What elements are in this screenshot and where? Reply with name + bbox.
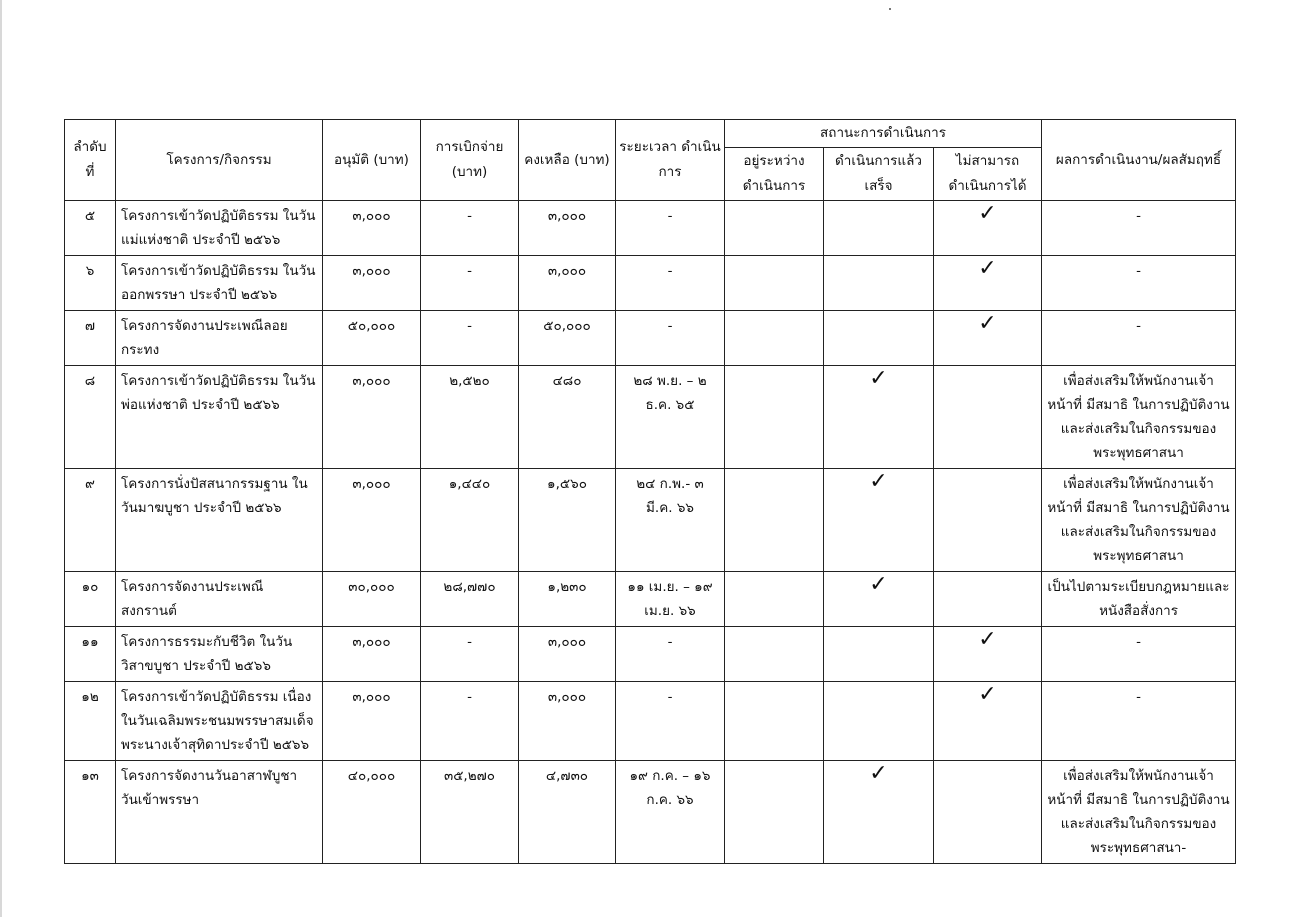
- cell-result: -: [1042, 201, 1236, 256]
- header-project: โครงการ/กิจกรรม: [116, 120, 323, 201]
- table-row: [65, 366, 1236, 469]
- cell-seq: ๑๒: [65, 682, 116, 761]
- cell-in-progress: [725, 627, 824, 682]
- cell-project: โครงการเข้าวัดปฏิบัติธรรม เนื่องในวันเฉลิมพระชนมพรรษาสมเด็จพระนางเจ้าสุทิดาประจำปี ๒๕๖๖: [116, 682, 323, 761]
- cell-remaining: ๕๐,๐๐๐: [519, 311, 616, 366]
- cell-seq: ๖: [65, 256, 116, 311]
- cell-period: -: [616, 311, 725, 366]
- check-mark-icon: ✓: [869, 366, 888, 391]
- cell-result: เป็นไปตามระเบียบกฎหมายและหนังสือสั่งการ: [1042, 572, 1236, 627]
- cell-project: โครงการนั่งปัสสนากรรมฐาน ในวันมาฆบูชา ประจำปี ๒๕๖๖: [116, 469, 323, 572]
- cell-project: โครงการเข้าวัดปฏิบัติธรรม ในวันแม่แห่งชาติ ประจำปี ๒๕๖๖: [116, 201, 323, 256]
- cell-done: [824, 761, 934, 864]
- cell-period: -: [616, 201, 725, 256]
- cell-done: [824, 682, 934, 761]
- cell-unable: [934, 627, 1042, 682]
- cell-remaining: ๓,๐๐๐: [519, 627, 616, 682]
- cell-approved: ๓,๐๐๐: [323, 201, 421, 256]
- cell-seq: ๗: [65, 311, 116, 366]
- cell-period: ๑๙ ก.ค. – ๑๖ ก.ค. ๖๖: [616, 761, 725, 864]
- check-mark-icon: ✓: [978, 682, 997, 707]
- cell-done: [824, 201, 934, 256]
- cell-remaining: ๓,๐๐๐: [519, 682, 616, 761]
- table-row: [65, 311, 1236, 366]
- cell-disbursed: ๒,๕๒๐: [421, 366, 519, 469]
- cell-remaining: ๔,๗๓๐: [519, 761, 616, 864]
- cell-result: -: [1042, 311, 1236, 366]
- cell-project: โครงการจัดงานวันอาสาฬบูชา วันเข้าพรรษา: [116, 761, 323, 864]
- cell-done: [824, 627, 934, 682]
- cell-project: โครงการจัดงานประเพณีสงกรานต์: [116, 572, 323, 627]
- cell-result: เพื่อส่งเสริมให้พนักงานเจ้าหน้าที่ มีสมาธิ ในการปฏิบัติงาน และส่งเสริมในกิจกรรมของพระพุทธศาสนา: [1042, 366, 1236, 469]
- header-disbursed: การเบิกจ่าย (บาท): [421, 120, 519, 201]
- cell-done: [824, 311, 934, 366]
- cell-unable: [934, 469, 1042, 572]
- cell-remaining: ๑,๒๓๐: [519, 572, 616, 627]
- table-row: [65, 201, 1236, 256]
- cell-done: [824, 572, 934, 627]
- cell-project: โครงการธรรมะกับชีวิต ในวันวิสาขบูชา ประจำปี ๒๕๖๖: [116, 627, 323, 682]
- cell-unable: [934, 256, 1042, 311]
- cell-unable: [934, 682, 1042, 761]
- check-mark-icon: ✓: [869, 761, 888, 786]
- cell-remaining: ๔๘๐: [519, 366, 616, 469]
- cell-disbursed: -: [421, 201, 519, 256]
- cell-result: -: [1042, 627, 1236, 682]
- cell-seq: ๘: [65, 366, 116, 469]
- check-mark-icon: ✓: [978, 311, 997, 336]
- project-status-table: [64, 119, 1236, 864]
- cell-approved: ๓,๐๐๐: [323, 256, 421, 311]
- table-body: [65, 201, 1236, 864]
- header-period: ระยะเวลา ดำเนินการ: [616, 120, 725, 201]
- header-result: ผลการดำเนินงาน/ผลสัมฤทธิ์: [1042, 120, 1236, 201]
- cell-disbursed: -: [421, 627, 519, 682]
- cell-result: -: [1042, 682, 1236, 761]
- cell-in-progress: [725, 761, 824, 864]
- table-row: [65, 256, 1236, 311]
- cell-unable: [934, 201, 1042, 256]
- cell-approved: ๓,๐๐๐: [323, 469, 421, 572]
- cell-result: เพื่อส่งเสริมให้พนักงานเจ้าหน้าที่ มีสมาธิ ในการปฏิบัติงาน และส่งเสริมในกิจกรรมของพระพุทธศาสนา-: [1042, 761, 1236, 864]
- check-mark-icon: ✓: [978, 256, 997, 281]
- cell-unable: [934, 311, 1042, 366]
- cell-approved: ๓๐,๐๐๐: [323, 572, 421, 627]
- cell-in-progress: [725, 311, 824, 366]
- cell-done: [824, 256, 934, 311]
- cell-disbursed: -: [421, 311, 519, 366]
- table-row: [65, 469, 1236, 572]
- cell-disbursed: -: [421, 682, 519, 761]
- table-row: [65, 682, 1236, 761]
- cell-done: [824, 366, 934, 469]
- table-row: [65, 572, 1236, 627]
- cell-in-progress: [725, 201, 824, 256]
- cell-seq: ๕: [65, 201, 116, 256]
- header-status-done: ดำเนินการแล้ว เสร็จ: [824, 148, 934, 201]
- header-status-in-progress: อยู่ระหว่าง ดำเนินการ: [725, 148, 824, 201]
- cell-seq: ๙: [65, 469, 116, 572]
- header-approved: อนุมัติ (บาท): [323, 120, 421, 201]
- cell-approved: ๕๐,๐๐๐: [323, 311, 421, 366]
- cell-in-progress: [725, 366, 824, 469]
- cell-in-progress: [725, 572, 824, 627]
- cell-remaining: ๓,๐๐๐: [519, 201, 616, 256]
- cell-disbursed: ๒๘,๗๗๐: [421, 572, 519, 627]
- cell-approved: ๓,๐๐๐: [323, 366, 421, 469]
- check-mark-icon: ✓: [978, 201, 997, 226]
- cell-project: โครงการเข้าวัดปฏิบัติธรรม ในวันออกพรรษา ประจำปี ๒๕๖๖: [116, 256, 323, 311]
- cell-period: ๒๘ พ.ย. – ๒ ธ.ค. ๖๕: [616, 366, 725, 469]
- cell-approved: ๓,๐๐๐: [323, 682, 421, 761]
- cell-remaining: ๓,๐๐๐: [519, 256, 616, 311]
- cell-seq: ๑๓: [65, 761, 116, 864]
- check-mark-icon: ✓: [869, 469, 888, 494]
- scan-speck: [889, 8, 891, 10]
- table-row: [65, 761, 1236, 864]
- cell-result: -: [1042, 256, 1236, 311]
- table-row: [65, 627, 1236, 682]
- cell-unable: [934, 761, 1042, 864]
- header-status-group: สถานะการดำเนินการ: [725, 120, 1042, 148]
- page-edge: [0, 0, 2, 917]
- cell-unable: [934, 366, 1042, 469]
- cell-result: เพื่อส่งเสริมให้พนักงานเจ้าหน้าที่ มีสมาธิ ในการปฏิบัติงาน และส่งเสริมในกิจกรรมของพระพุทธศาสนา: [1042, 469, 1236, 572]
- cell-disbursed: ๓๕,๒๗๐: [421, 761, 519, 864]
- cell-period: ๒๔ ก.พ.- ๓ มี.ค. ๖๖: [616, 469, 725, 572]
- cell-period: -: [616, 682, 725, 761]
- cell-approved: ๔๐,๐๐๐: [323, 761, 421, 864]
- header-remaining: คงเหลือ (บาท): [519, 120, 616, 201]
- check-mark-icon: ✓: [869, 572, 888, 597]
- cell-in-progress: [725, 256, 824, 311]
- cell-remaining: ๑,๕๖๐: [519, 469, 616, 572]
- cell-in-progress: [725, 469, 824, 572]
- cell-seq: ๑๑: [65, 627, 116, 682]
- cell-disbursed: ๑,๔๔๐: [421, 469, 519, 572]
- cell-disbursed: -: [421, 256, 519, 311]
- cell-period: ๑๑ เม.ย. – ๑๙ เม.ย. ๖๖: [616, 572, 725, 627]
- check-mark-icon: ✓: [978, 627, 997, 652]
- header-seq: ลำดับ ที่: [65, 120, 116, 201]
- cell-project: โครงการเข้าวัดปฏิบัติธรรม ในวันพ่อแห่งชาติ ประจำปี ๒๕๖๖: [116, 366, 323, 469]
- cell-period: -: [616, 627, 725, 682]
- cell-unable: [934, 572, 1042, 627]
- cell-in-progress: [725, 682, 824, 761]
- cell-seq: ๑๐: [65, 572, 116, 627]
- cell-approved: ๓,๐๐๐: [323, 627, 421, 682]
- header-status-unable: ไม่สามารถ ดำเนินการได้: [934, 148, 1042, 201]
- cell-project: โครงการจัดงานประเพณีลอยกระทง: [116, 311, 323, 366]
- cell-period: -: [616, 256, 725, 311]
- table-header: [65, 120, 1236, 201]
- cell-done: [824, 469, 934, 572]
